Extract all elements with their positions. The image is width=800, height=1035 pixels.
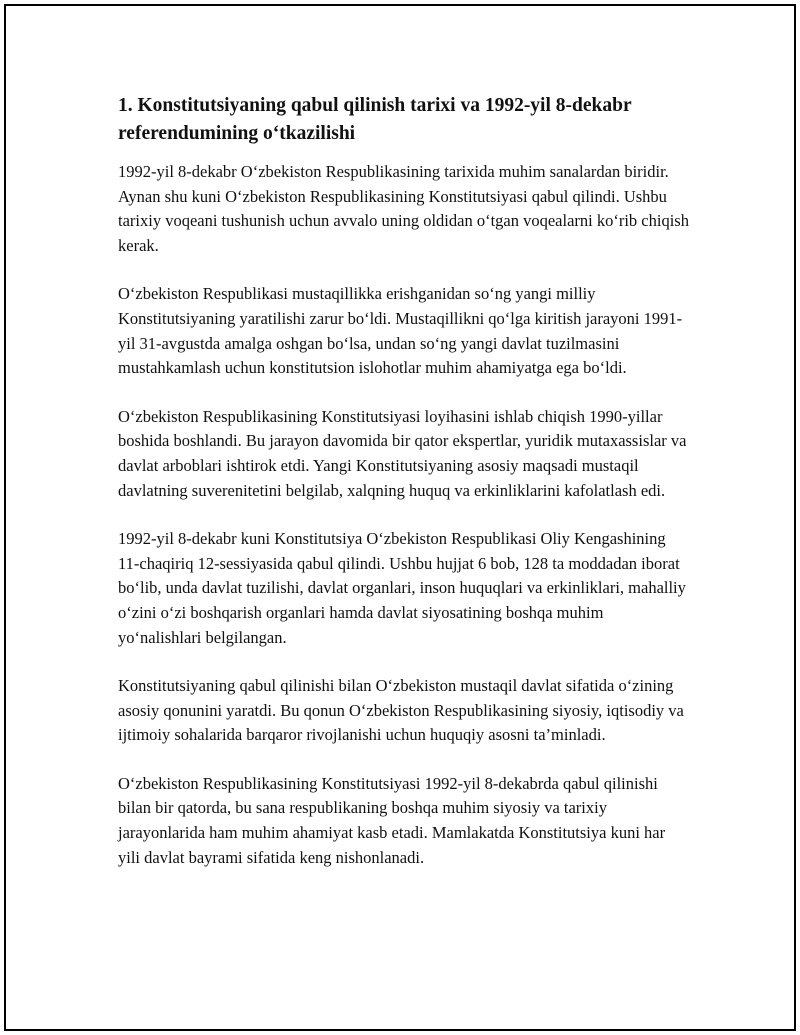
paragraph-1: 1992-yil 8-dekabr O‘zbekiston Respublikasining tarixida muhim sanalardan biridir. Aynan shu kuni O‘zbekiston Respublikasining Konstitutsiyasi qabul qilindi. Ushbu tarixiy voqeani tushunish uchun avvalo uning oldidan o‘tgan voqealarni ko‘rib chiqish kerak. <box>118 162 689 255</box>
paragraph-5: Konstitutsiyaning qabul qilinishi bilan O‘zbekiston mustaqil davlat sifatida o‘zining asosiy qonunini yaratdi. Bu qonun O‘zbekiston Respublikasining siyosiy, iqtisodiy va ijtimoiy sohalarida barqaror rivojlanishi uchun huquqiy asosni ta’minladi. <box>118 676 684 745</box>
document-body <box>118 92 690 894</box>
section-heading: 1. Konstitutsiyaning qabul qilinish tarixi va 1992-yil 8-dekabr referendumining o‘tkazilishi <box>118 95 632 144</box>
paragraph-6: O‘zbekiston Respublikasining Konstitutsiyasi 1992-yil 8-dekabrda qabul qilinishi bilan bir qatorda, bu sana respublikaning boshqa muhim siyosiy va tarixiy jarayonlarida ham muhim ahamiyat kasb etadi. Mamlakatda Konstitutsiya kuni har yili davlat bayrami sifatida keng nishonlanadi. <box>118 773 666 867</box>
paragraph-4: 1992-yil 8-dekabr kuni Konstitutsiya O‘zbekiston Respublikasi Oliy Kengashining 11-chaqiriq 12-sessiyasida qabul qilindi. Ushbu hujjat 6 bob, 128 ta moddadan iborat bo‘lib, unda davlat tuzilishi, davlat organlari, inson huquqlari va erkinliklari, mahalliy o‘zini o‘zi boshqarish organlari hamda davlat siyosatining boshqa muhim yo‘nalishlari belgilangan. <box>118 529 686 647</box>
paragraph-2: O‘zbekiston Respublikasi mustaqillikka erishganidan so‘ng yangi milliy Konstitutsiyaning yaratilishi zarur bo‘ldi. Mustaqillikni qo‘lga kiritish jarayoni 1991-yil 31-avgustda amalga oshgan bo‘lsa, undan so‘ng yangi davlat tuzilmasini mustahkamlash uchun konstitutsion islohotlar muhim ahamiyatga ega bo‘ldi. <box>118 284 683 378</box>
paragraph-3: O‘zbekiston Respublikasining Konstitutsiyasi loyihasini ishlab chiqish 1990-yillar boshida boshlandi. Bu jarayon davomida bir qator ekspertlar, yuridik mutaxassislar va davlat arboblari ishtirok etdi. Yangi Konstitutsiyaning asosiy maqsadi mustaqil davlatning suverenitetini belgilab, xalqning huquq va erkinliklarini kafolatlash edi. <box>118 406 687 500</box>
